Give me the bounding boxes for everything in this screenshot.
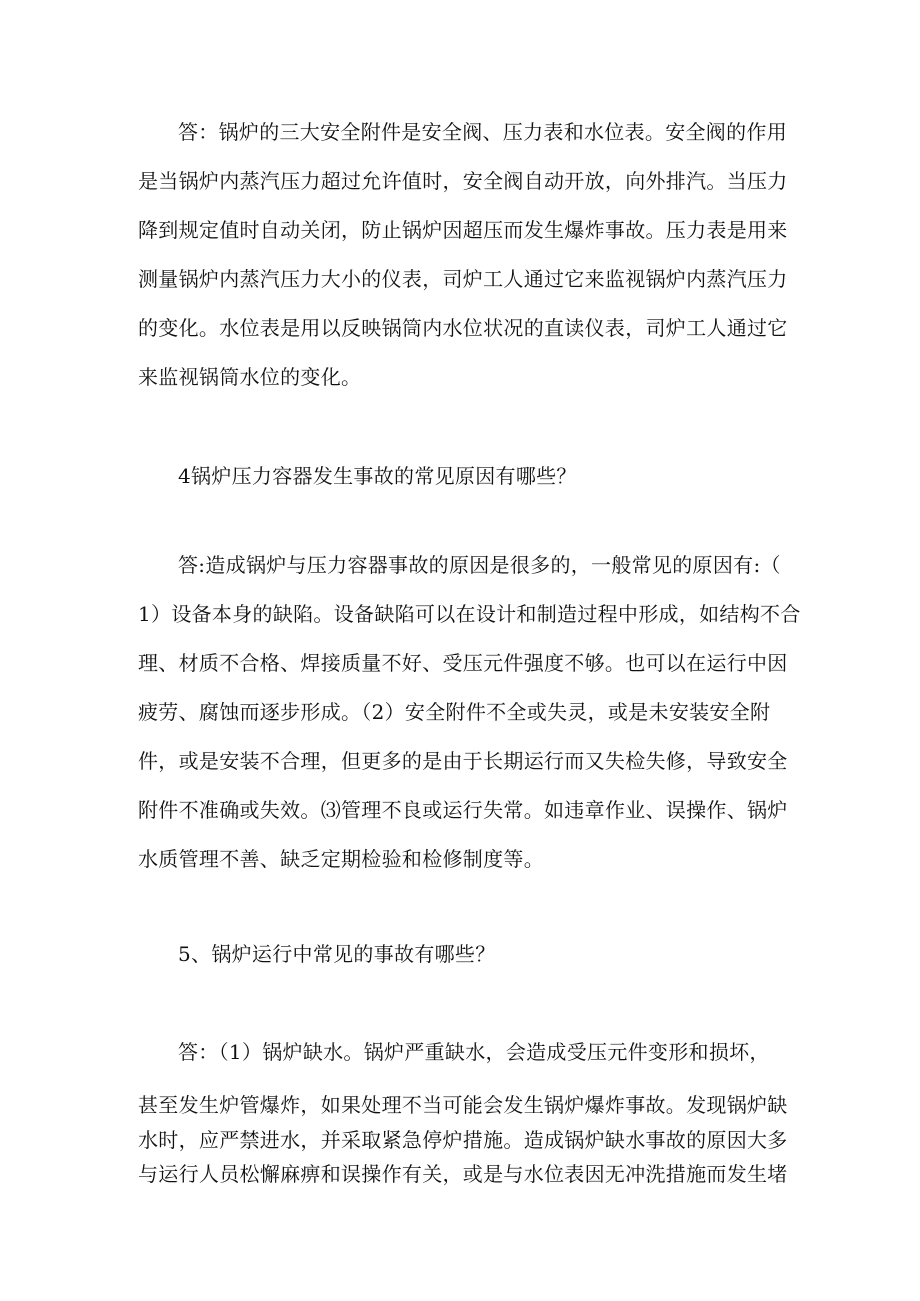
paragraph-1-line: 降到规定值时自动关闭，防止锅炉因超压而发生爆炸事故。压力表是用来	[138, 218, 788, 242]
paragraph-1-line: 答：锅炉的三大安全附件是安全阀、压力表和水位表。安全阀的作用	[178, 120, 787, 144]
paragraph-1-line: 测量锅炉内蒸汽压力大小的仪表，司炉工人通过它来监视锅炉内蒸汽压力	[138, 267, 788, 291]
paragraph-1-line: 的变化。水位表是用以反映锅筒内水位状况的直读仪表，司炉工人通过它	[138, 316, 788, 340]
paragraph-2-line: 理、材质不合格、焊接质量不好、受压元件强度不够。也可以在运行中因	[138, 651, 788, 675]
paragraph-1-line: 是当锅炉内蒸汽压力超过允许值时，安全阀自动开放，向外排汽。当压力	[138, 169, 788, 193]
paragraph-3-line: 水时，应严禁进水，并采取紧急停炉措施。造成锅炉缺水事故的原因大多	[138, 1128, 788, 1152]
paragraph-2-line: 疲劳、腐蚀而逐步形成。（2）安全附件不全或失灵，或是未安装安全附	[138, 700, 771, 724]
paragraph-3-line: 与运行人员松懈麻痹和误操作有关，或是与水位表因无冲洗措施而发生堵	[138, 1162, 788, 1186]
paragraph-2-line: 答:造成锅炉与压力容器事故的原因是很多的，一般常见的原因有:（	[178, 553, 781, 577]
paragraph-3-line: 答：（1）锅炉缺水。锅炉严重缺水，会造成受压元件变形和损坏，	[178, 1040, 770, 1064]
paragraph-3-line: 甚至发生炉管爆炸，如果处理不当可能会发生锅炉爆炸事故。发现锅炉缺	[138, 1093, 788, 1117]
paragraph-2-line: 附件不准确或失效。⑶管理不良或运行失常。如违章作业、误操作、锅炉	[138, 798, 788, 822]
paragraph-2-line: 件，或是安装不合理，但更多的是由于长期运行而又失检失修，导致安全	[138, 749, 788, 773]
paragraph-2-line: 1）设备本身的缺陷。设备缺陷可以在设计和制造过程中形成，如结构不合	[138, 602, 801, 626]
paragraph-2-line: 水质管理不善、缺乏定期检验和检修制度等。	[138, 847, 544, 871]
question-5-heading: 5、锅炉运行中常见的事故有哪些？	[178, 942, 496, 966]
paragraph-1-line: 来监视锅筒水位的变化。	[138, 365, 362, 389]
question-4-heading: 4锅炉压力容器发生事故的常见原因有哪些？	[178, 464, 577, 488]
